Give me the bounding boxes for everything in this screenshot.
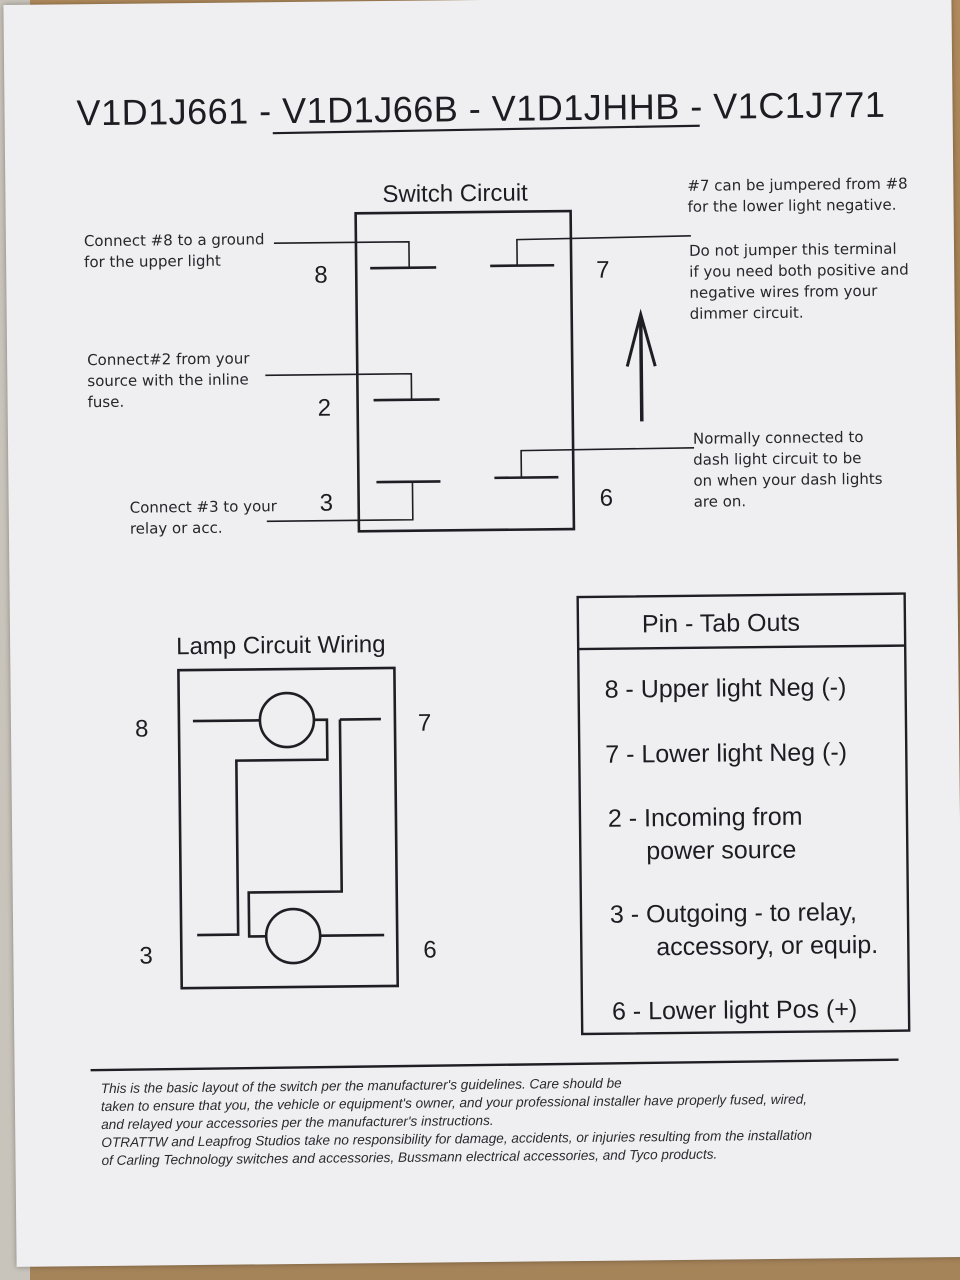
note-pin8: Connect #8 to a ground for the upper light	[83, 230, 265, 272]
lamp-pin-3: 3	[139, 942, 153, 970]
note-pin7-jumper: #7 can be jumpered from #8 for the lower light negative.	[687, 174, 908, 216]
pin2-contact	[374, 399, 440, 400]
switch-pin-8: 8	[314, 261, 328, 289]
lamp-circuit-box	[178, 668, 397, 988]
pin-tab-item-2: 2 - Incoming from power source	[607, 802, 803, 866]
switch-pin-2: 2	[317, 394, 332, 422]
lower-lamp-circle	[266, 909, 321, 964]
pin3-leader	[266, 482, 412, 522]
note-pin7-warning: Do not jumper this terminal if you need both positive and negative wires from your dimmer circuit.	[688, 239, 909, 323]
pin-tab-item-3: 3 - Outgoing - to relay, accessory, or equip.	[609, 898, 879, 962]
pin6-contact	[494, 477, 558, 478]
lamp-pin-8: 8	[134, 715, 149, 743]
note-pin6: Normally connected to dash light circuit to be on when your dash lights are on.	[692, 428, 883, 511]
lamp-pin-7: 7	[417, 709, 432, 737]
switch-circuit-heading: Switch Circuit	[382, 179, 528, 209]
disclaimer: This is the basic layout of the switch per the manufacturer's guidelines. Care should be taken to ensure that you, the vehicle or equipment's owner, and your professional installer have properly fused, wired, and relayed your accessories per the manufacturer's instructions. OTRATTW and Leapfrog Studios take no responsibility for damage, accidents, or injuries resulting from the installation of Carling Technology switches and accessories, Bussmann electrical accessories, and Tyco products.	[100, 1075, 813, 1169]
wiring-instruction-sheet	[3, 0, 960, 1267]
switch-pin-7: 7	[596, 256, 610, 284]
lamp-circuit-heading: Lamp Circuit Wiring	[176, 631, 386, 661]
pin2-leader	[265, 374, 411, 402]
pin8-contact	[370, 267, 436, 268]
upper-lamp-circle	[260, 693, 315, 748]
switch-pin-6: 6	[599, 484, 614, 512]
note-pin2: Connect#2 from your source with the inline fuse.	[87, 349, 250, 412]
arrow-up-shaft	[641, 316, 642, 421]
pin-tab-item-6: 6 - Lower light Pos (+)	[611, 995, 858, 1026]
lamp-pin-6: 6	[423, 936, 437, 964]
pin-tab-item-7: 7 - Lower light Neg (-)	[605, 738, 848, 769]
bottom-rule	[91, 1060, 899, 1070]
switch-pin-3: 3	[319, 489, 334, 517]
pin7-contact	[490, 265, 554, 266]
note-pin3: Connect #3 to your relay or acc.	[129, 497, 278, 538]
pin-tab-item-8: 8 - Upper light Neg (-)	[604, 673, 847, 704]
pin8-leader	[274, 242, 409, 269]
pin3-contact	[376, 481, 440, 482]
pin-tab-heading: Pin - Tab Outs	[641, 608, 801, 639]
page-title: V1D1J661 - V1D1J66B - V1D1JHHB - V1C1J771	[76, 83, 886, 134]
pin6-leader	[521, 448, 694, 478]
